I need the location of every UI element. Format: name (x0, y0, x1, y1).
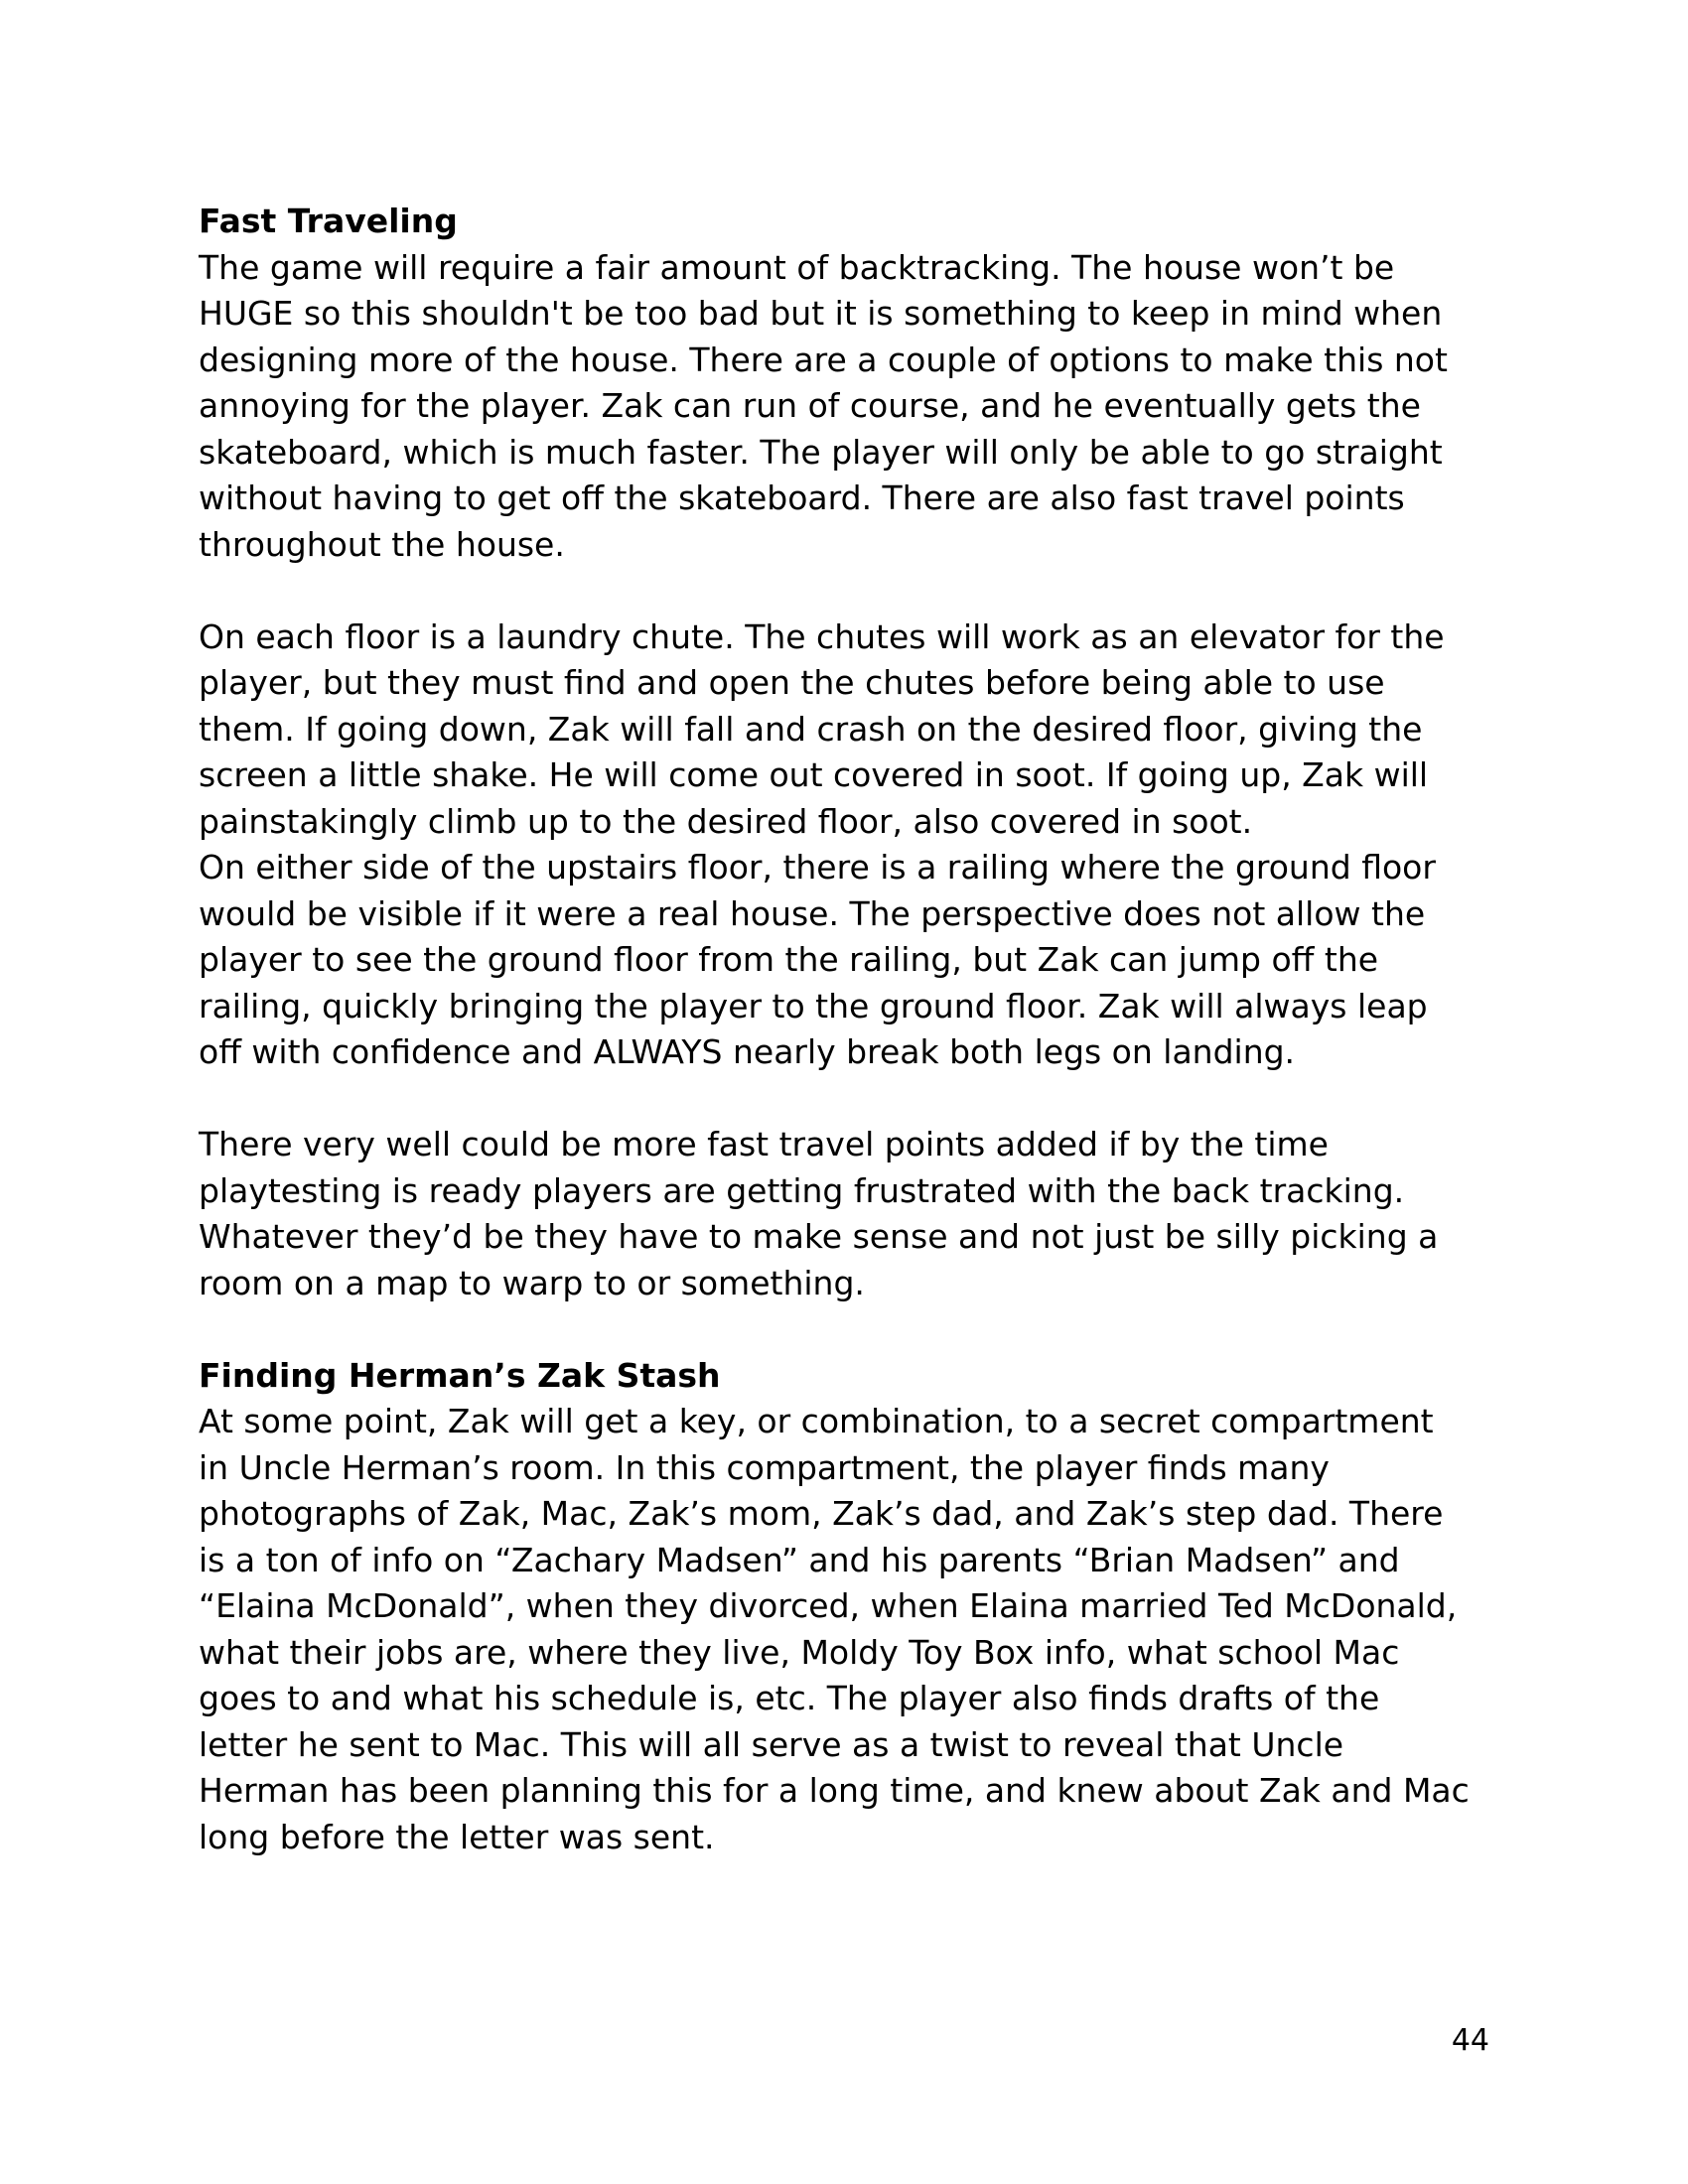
text-line: There very well could be more fast travel points added if by the time (199, 1125, 1329, 1163)
text-line: long before the letter was sent. (199, 1817, 715, 1856)
text-line: would be visible if it were a real house. The perspective does not allow the (199, 893, 1426, 933)
text-line: At some point, Zak will get a key, or combination, to a secret compartment (199, 1402, 1434, 1440)
text-line: photographs of Zak, Mac, Zak’s mom, Zak’s dad, and Zak’s step dad. There (199, 1494, 1444, 1533)
text-line: The game will require a fair amount of backtracking. The house won’t be (199, 247, 1395, 287)
paragraph-more-travel-points (199, 1122, 1499, 1306)
paragraph-secret-compartment (199, 1399, 1499, 1860)
paragraph-spacer (199, 568, 1499, 614)
text-line: On each floor is a laundry chute. The chutes will work as an elevator for the (199, 616, 1445, 656)
text-line: “Elaina McDonald”, when they divorced, when Elaina married Ted McDonald, (199, 1586, 1458, 1625)
section-heading-zak-stash: Finding Herman’s Zak Stash (199, 1355, 721, 1395)
paragraph-backtracking (199, 245, 1499, 569)
text-line: painstakingly climb up to the desired floor, also covered in soot. (199, 801, 1253, 841)
text-line: screen a little shake. He will come out covered in soot. If going up, Zak will (199, 755, 1429, 794)
section-spacer (199, 1306, 1499, 1353)
text-line: goes to and what his schedule is, etc. The player also finds drafts of the (199, 1679, 1380, 1717)
page-body (199, 199, 1499, 1860)
page-number: 44 (1451, 2023, 1489, 2058)
text-line: room on a map to warp to or something. (199, 1263, 865, 1302)
text-line: player to see the ground floor from the railing, but Zak can jump off the (199, 940, 1379, 979)
text-line: in Uncle Herman’s room. In this compartment, the player finds many (199, 1447, 1330, 1487)
text-line: them. If going down, Zak will fall and crash on the desired floor, giving the (199, 709, 1423, 749)
text-line: throughout the house. (199, 524, 565, 564)
text-line: Whatever they’d be they have to make sense and not just be silly picking a (199, 1217, 1439, 1256)
text-line: playtesting is ready players are getting frustrated with the back tracking. (199, 1170, 1405, 1210)
text-line: designing more of the house. There are a couple of options to make this not (199, 340, 1448, 379)
text-line: Herman has been planning this for a long time, and knew about Zak and Mac (199, 1771, 1470, 1810)
section-heading-fast-traveling: Fast Traveling (199, 202, 458, 240)
text-line: annoying for the player. Zak can run of course, and he eventually gets the (199, 386, 1421, 425)
text-line: On either side of the upstairs floor, there is a railing where the ground floor (199, 848, 1436, 887)
text-line: HUGE so this shouldn't be too bad but it is something to keep in mind when (199, 294, 1443, 333)
text-line: letter he sent to Mac. This will all serve as a twist to reveal that Uncle (199, 1724, 1344, 1764)
text-line: off with confidence and ALWAYS nearly break both legs on landing. (199, 1032, 1296, 1071)
text-line: is a ton of info on “Zachary Madsen” and his parents “Brian Madsen” and (199, 1540, 1400, 1579)
paragraph-laundry-chute (199, 614, 1499, 1076)
text-line: what their jobs are, where they live, Moldy Toy Box info, what school Mac (199, 1632, 1400, 1672)
text-line: without having to get off the skateboard. There are also fast travel points (199, 478, 1405, 517)
paragraph-spacer (199, 1076, 1499, 1123)
text-line: skateboard, which is much faster. The player will only be able to go straight (199, 432, 1443, 472)
text-line: railing, quickly bringing the player to the ground floor. Zak will always leap (199, 986, 1428, 1025)
text-line: player, but they must find and open the chutes before being able to use (199, 663, 1385, 702)
